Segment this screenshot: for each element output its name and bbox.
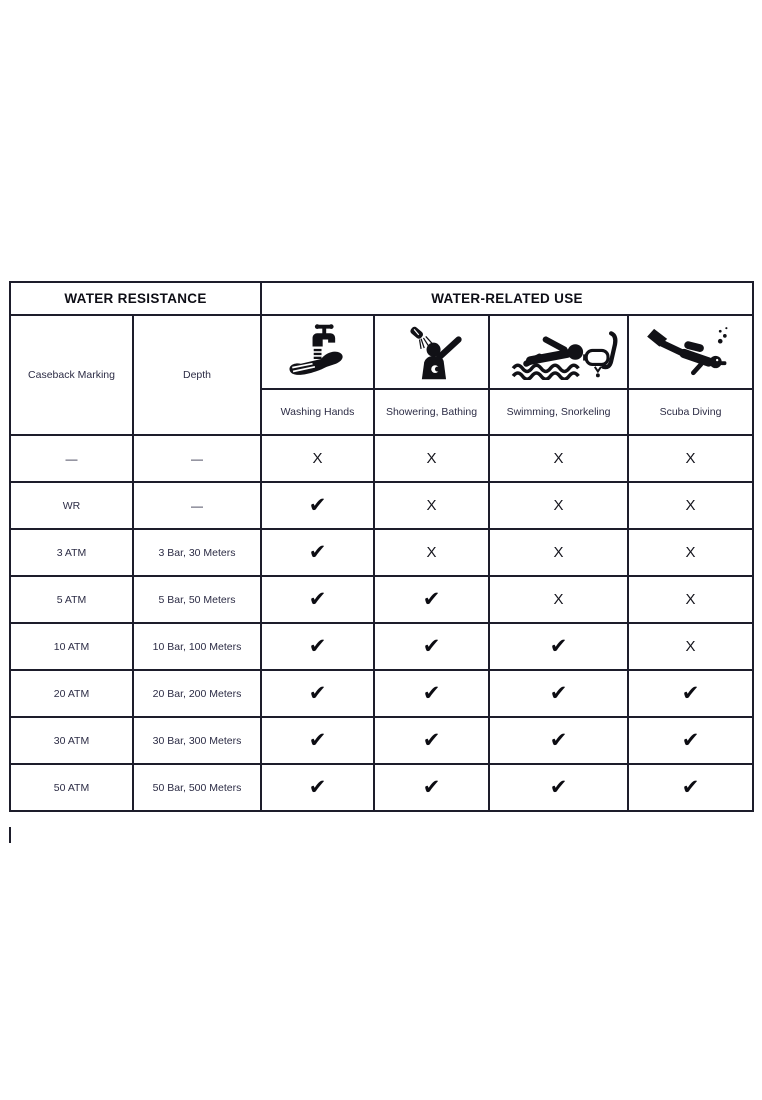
use-permission-cell — [628, 623, 753, 670]
use-permission-cell — [628, 435, 753, 482]
use-permission-cell — [628, 764, 753, 811]
use-permission-cell — [374, 623, 489, 670]
x-icon: X — [553, 449, 564, 467]
check-icon: ✔ — [308, 633, 327, 658]
use-permission-cell — [489, 623, 628, 670]
check-icon: ✔ — [308, 727, 327, 752]
use-permission-cell — [261, 482, 374, 529]
table-row — [10, 529, 753, 576]
caseback-marking-cell: 20 ATM — [10, 670, 133, 717]
table-header-row — [10, 282, 753, 315]
depth-cell: — — [133, 435, 261, 482]
washing-hands-label: Washing Hands — [261, 389, 374, 435]
use-permission-cell — [261, 623, 374, 670]
x-icon: X — [685, 637, 696, 655]
washing-hands-icon — [279, 323, 357, 381]
depth-cell: 50 Bar, 500 Meters — [133, 764, 261, 811]
depth-cell: 30 Bar, 300 Meters — [133, 717, 261, 764]
depth-cell: 3 Bar, 30 Meters — [133, 529, 261, 576]
x-icon: X — [553, 496, 564, 514]
x-icon: X — [553, 543, 564, 561]
use-permission-cell — [261, 435, 374, 482]
cropped-row-border-stub — [9, 827, 11, 843]
icon-header-row — [10, 315, 753, 389]
caseback-marking-cell: 3 ATM — [10, 529, 133, 576]
depth-cell: 20 Bar, 200 Meters — [133, 670, 261, 717]
check-icon: ✔ — [422, 727, 441, 752]
caseback-marking-column-header: Caseback Marking — [10, 315, 133, 435]
caseback-marking-cell: — — [10, 435, 133, 482]
check-icon: ✔ — [549, 727, 568, 752]
showering-icon-cell — [374, 315, 489, 389]
check-icon: ✔ — [422, 680, 441, 705]
use-permission-cell — [261, 576, 374, 623]
use-permission-cell — [628, 576, 753, 623]
check-icon: ✔ — [549, 680, 568, 705]
caseback-marking-cell: 30 ATM — [10, 717, 133, 764]
use-permission-cell — [261, 670, 374, 717]
use-permission-cell — [489, 576, 628, 623]
swimming-snorkeling-icon-cell — [489, 315, 628, 389]
table-row — [10, 623, 753, 670]
table-row — [10, 482, 753, 529]
check-icon: ✔ — [308, 539, 327, 564]
depth-cell: — — [133, 482, 261, 529]
depth-cell: 5 Bar, 50 Meters — [133, 576, 261, 623]
swimming-snorkeling-label: Swimming, Snorkeling — [489, 389, 628, 435]
x-icon: X — [685, 496, 696, 514]
use-permission-cell — [374, 482, 489, 529]
use-permission-cell — [374, 435, 489, 482]
use-permission-cell — [489, 435, 628, 482]
use-permission-cell — [628, 529, 753, 576]
check-icon: ✔ — [308, 492, 327, 517]
caseback-marking-cell: 10 ATM — [10, 623, 133, 670]
caseback-marking-cell: 5 ATM — [10, 576, 133, 623]
use-permission-cell — [628, 670, 753, 717]
x-icon: X — [312, 449, 323, 467]
use-permission-cell — [489, 482, 628, 529]
showering-bathing-label: Showering, Bathing — [374, 389, 489, 435]
table-row — [10, 435, 753, 482]
check-icon: ✔ — [308, 774, 327, 799]
check-icon: ✔ — [422, 774, 441, 799]
swimming-snorkeling-icon — [499, 324, 619, 380]
use-permission-cell — [489, 529, 628, 576]
table-body — [10, 435, 753, 811]
use-permission-cell — [374, 529, 489, 576]
scuba-diving-icon — [641, 324, 741, 380]
water-resistance-header: WATER RESISTANCE — [10, 282, 261, 315]
check-icon: ✔ — [549, 774, 568, 799]
x-icon: X — [685, 590, 696, 608]
table-row — [10, 717, 753, 764]
use-permission-cell — [261, 764, 374, 811]
use-permission-cell — [628, 717, 753, 764]
use-permission-cell — [374, 764, 489, 811]
x-icon: X — [553, 590, 564, 608]
use-permission-cell — [374, 576, 489, 623]
check-icon: ✔ — [422, 633, 441, 658]
table-row — [10, 670, 753, 717]
table-row — [10, 576, 753, 623]
use-permission-cell — [628, 482, 753, 529]
x-icon: X — [426, 496, 437, 514]
use-permission-cell — [374, 717, 489, 764]
check-icon: ✔ — [681, 727, 700, 752]
check-icon: ✔ — [308, 680, 327, 705]
x-icon: X — [685, 543, 696, 561]
x-icon: X — [426, 543, 437, 561]
use-permission-cell — [261, 717, 374, 764]
use-permission-cell — [489, 670, 628, 717]
showering-icon — [393, 323, 471, 381]
check-icon: ✔ — [681, 680, 700, 705]
depth-cell: 10 Bar, 100 Meters — [133, 623, 261, 670]
check-icon: ✔ — [549, 633, 568, 658]
check-icon: ✔ — [422, 586, 441, 611]
use-permission-cell — [489, 764, 628, 811]
check-icon: ✔ — [681, 774, 700, 799]
caseback-marking-cell: 50 ATM — [10, 764, 133, 811]
table-row — [10, 764, 753, 811]
water-resistance-table — [9, 281, 754, 812]
caseback-marking-cell: WR — [10, 482, 133, 529]
scuba-diving-label: Scuba Diving — [628, 389, 753, 435]
washing-hands-icon-cell — [261, 315, 374, 389]
use-permission-cell — [374, 670, 489, 717]
check-icon: ✔ — [308, 586, 327, 611]
water-related-use-header: WATER-RELATED USE — [261, 282, 753, 315]
scuba-diving-icon-cell — [628, 315, 753, 389]
use-permission-cell — [261, 529, 374, 576]
depth-column-header: Depth — [133, 315, 261, 435]
x-icon: X — [426, 449, 437, 467]
x-icon: X — [685, 449, 696, 467]
use-permission-cell — [489, 717, 628, 764]
